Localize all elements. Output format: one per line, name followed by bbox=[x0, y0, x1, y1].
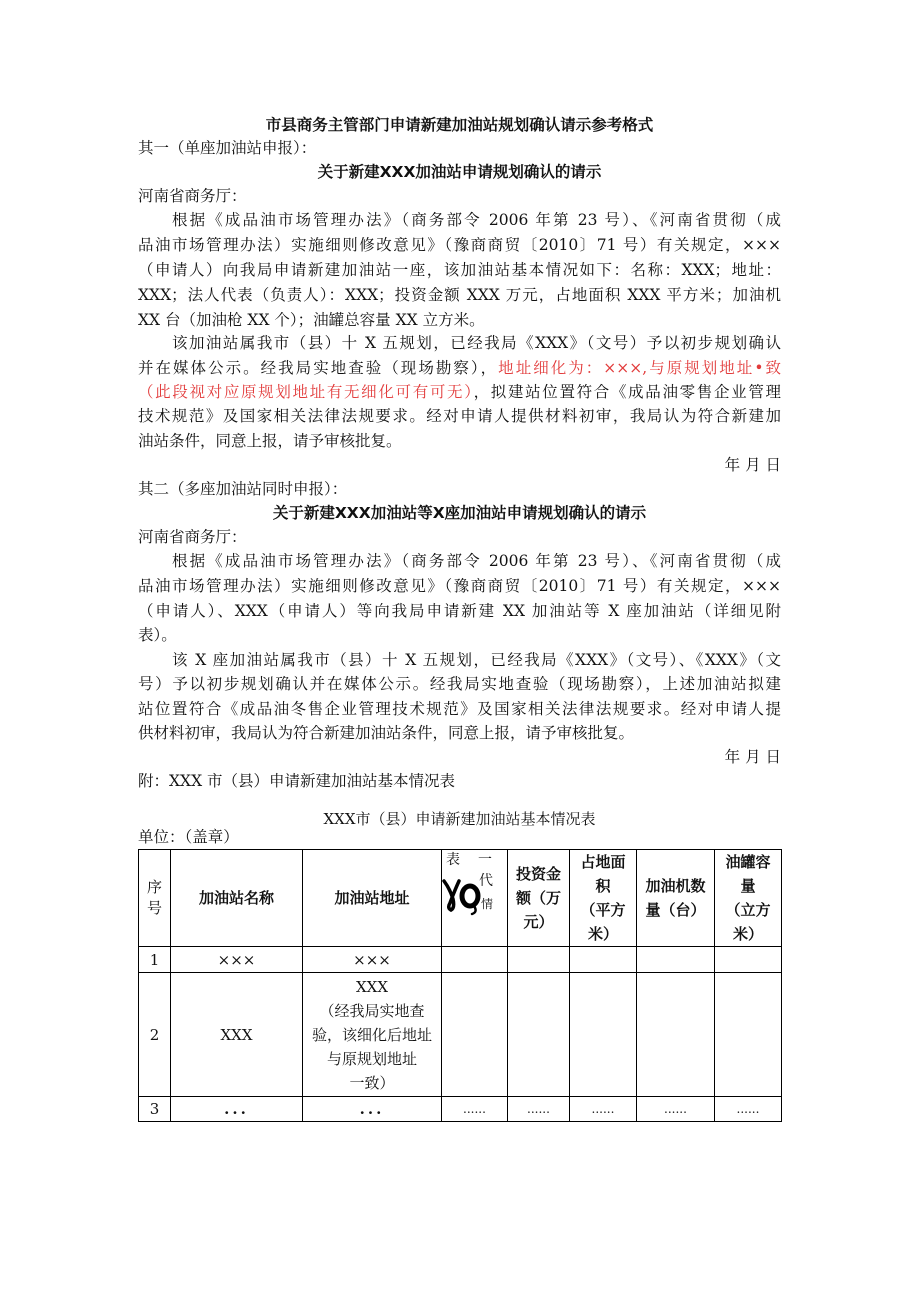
letter-1-date: 年 月 日 bbox=[724, 456, 781, 474]
paragraph-text: 并在媒体公示。经我局实地查验（现场勘察）， bbox=[138, 359, 499, 377]
cell-index: 1 bbox=[139, 947, 171, 973]
letter-1-subject: 关于新建XXX加油站申请规划确认的请示 bbox=[317, 163, 602, 181]
table-row bbox=[139, 947, 782, 973]
table-title: XXX市（县）申请新建加油站基本情况表 bbox=[323, 810, 596, 828]
cell-dispensers bbox=[637, 947, 715, 973]
attachment-note: 附：XXX 市（县）申请新建加油站基本情况表 bbox=[138, 772, 456, 790]
red-optional-note: （此段视对应原规划地址有无细化可有可无） bbox=[138, 383, 474, 401]
cell-station-address: ... bbox=[303, 1097, 442, 1122]
header-tank-line: 量 bbox=[740, 877, 756, 895]
header-investment-line: 投资金 bbox=[515, 865, 561, 883]
letter-2-date: 年 月 日 bbox=[724, 748, 781, 766]
cell-legal-rep bbox=[442, 973, 508, 1097]
red-address-note: 地址细化为：×××,与原规划地址•致 bbox=[498, 359, 781, 377]
header-tank-line: （立方 bbox=[725, 901, 771, 919]
cell-investment bbox=[508, 973, 570, 1097]
letter-2-salutation: 河南省商务厅： bbox=[138, 528, 247, 546]
cell-index: 3 bbox=[139, 1097, 171, 1122]
letter-1-paragraph-2-line bbox=[138, 356, 781, 380]
letter-2-paragraph-2-line: 该 X 座加油站属我市（县）十 X 五规划，已经我局《XXX》（文号）、《XXX》（文 bbox=[172, 651, 781, 669]
table-row bbox=[139, 1097, 782, 1122]
header-index bbox=[139, 850, 171, 947]
cell-station-name: XXX bbox=[171, 973, 303, 1097]
address-line: 一致） bbox=[349, 1073, 395, 1092]
cell-area bbox=[570, 973, 637, 1097]
header-legal-rep-char: 表 bbox=[446, 852, 460, 868]
document-title: 市县商务主管部门申请新建加油站规划确认请示参考格式 bbox=[265, 116, 654, 134]
letter-1-paragraph-1-line: 品油市场管理办法）实施细则修改意见》（豫商商贸〔2010〕71 号）有关规定，××× bbox=[138, 236, 781, 254]
letter-2-paragraph-1-line: 品油市场管理办法）实施细则修改意见》（豫商商贸〔2010〕71 号）有关规定，××× bbox=[138, 577, 781, 595]
header-tank-capacity bbox=[715, 850, 782, 947]
letter-1-paragraph-2-line: 该加油站属我市（县）十 X 五规划，已经我局《XXX》（文号）予以初步规划确认 bbox=[172, 334, 781, 352]
cell-station-address: ××× bbox=[303, 947, 442, 973]
header-legal-rep bbox=[442, 850, 508, 947]
table-row bbox=[139, 973, 782, 1097]
cell-dispensers bbox=[637, 973, 715, 1097]
header-investment-line: 元） bbox=[523, 913, 554, 931]
header-legal-rep-char: 一 bbox=[478, 852, 492, 868]
header-dispensers bbox=[637, 850, 715, 947]
header-legal-rep-char: 情 bbox=[481, 897, 494, 911]
address-line: 与原规划地址 bbox=[326, 1049, 417, 1068]
header-area-line: 占地面 bbox=[580, 853, 626, 871]
table-unit-label: 单位：（盖章） bbox=[138, 828, 239, 846]
cell-tank-capacity: ...... bbox=[715, 1097, 782, 1122]
letter-2-paragraph-2-line: 供材料初审，我局认为符合新建加油站条件，同意上报，请予审核批复。 bbox=[138, 724, 635, 742]
letter-1-paragraph-1-line: XX 台（加油枪 XX 个）；油罐总容量 XX 立方米。 bbox=[138, 311, 485, 329]
cell-legal-rep bbox=[442, 947, 508, 973]
header-area-line: 积 bbox=[595, 877, 611, 895]
letter-2-paragraph-1-line: 根据《成品油市场管理办法》（商务部令 2006 年第 23 号）、《河南省贯彻（成 bbox=[172, 552, 781, 570]
header-area bbox=[570, 850, 637, 947]
header-station-address: 加油站地址 bbox=[303, 850, 442, 947]
letter-1-paragraph-2-line: 油站条件，同意上报，请予审核批复。 bbox=[138, 432, 402, 450]
header-tank-line: 米） bbox=[732, 925, 763, 943]
cell-station-address bbox=[303, 973, 442, 1097]
header-investment bbox=[508, 850, 570, 947]
cell-station-name: ... bbox=[171, 1097, 303, 1122]
cell-area: ...... bbox=[570, 1097, 637, 1122]
station-info-table bbox=[138, 849, 782, 1122]
address-line: XXX bbox=[355, 977, 389, 996]
header-tank-line: 油罐容 bbox=[725, 853, 771, 871]
letter-1-paragraph-2-line bbox=[138, 380, 781, 404]
letter-2-subject: 关于新建XXX加油站等X座加油站申请规划确认的请示 bbox=[272, 504, 647, 522]
table-header-row bbox=[139, 850, 782, 947]
section-2-heading: 其二（多座加油站同时申报）： bbox=[138, 480, 348, 498]
header-index-line: 号 bbox=[146, 899, 162, 917]
cell-investment bbox=[508, 947, 570, 973]
letter-1-salutation: 河南省商务厅： bbox=[138, 187, 247, 205]
header-area-line: （平方 bbox=[580, 901, 626, 919]
cell-index: 2 bbox=[139, 973, 171, 1097]
paragraph-text: ，拟建站位置符合《成品油零售企业管理 bbox=[473, 383, 781, 401]
letter-1-paragraph-1-line: 根据《成品油市场管理办法》（商务部令 2006 年第 23 号）、《河南省贯彻（成 bbox=[172, 211, 781, 229]
address-line: 验，该细化后地址 bbox=[311, 1025, 432, 1044]
cell-area bbox=[570, 947, 637, 973]
letter-2-paragraph-1-line: 表）。 bbox=[138, 626, 177, 644]
cell-tank-capacity bbox=[715, 947, 782, 973]
letter-2-paragraph-2-line: 号）予以初步规划确认并在媒体公示。经我局实地查验（现场勘察），上述加油站拟建 bbox=[138, 675, 781, 693]
cell-investment: ...... bbox=[508, 1097, 570, 1122]
letter-1-paragraph-1-line: XXX；法人代表（负责人）：XXX；投资金额 XXX 万元，占地面积 XXX 平方米；加油机 bbox=[138, 286, 781, 304]
header-area-line: 米） bbox=[587, 925, 618, 943]
address-line: （经我局实地查 bbox=[319, 1001, 425, 1020]
garbled-glyph-icon bbox=[442, 877, 492, 917]
cell-legal-rep: ...... bbox=[442, 1097, 508, 1122]
section-1-heading: 其一（单座加油站申报）： bbox=[138, 139, 317, 157]
header-legal-rep-char: 代 bbox=[479, 873, 493, 889]
cell-station-name: ××× bbox=[171, 947, 303, 973]
letter-2-paragraph-2-line: 站位置符合《成品油冬售企业管理技术规范》及国家相关法律法规要求。经对申请人提 bbox=[138, 700, 781, 718]
header-dispensers-line: 量（台） bbox=[645, 901, 706, 919]
letter-1-paragraph-2-line: 技术规范》及国家相关法律法规要求。经对申请人提供材料初审，我局认为符合新建加 bbox=[138, 407, 781, 425]
header-index-line: 序 bbox=[146, 878, 162, 896]
header-dispensers-line: 加油机数 bbox=[645, 877, 706, 895]
cell-dispensers: ...... bbox=[637, 1097, 715, 1122]
cell-tank-capacity bbox=[715, 973, 782, 1097]
letter-1-paragraph-1-line: （申请人）向我局申请新建加油站一座，该加油站基本情况如下：名称：XXX；地址： bbox=[138, 261, 781, 279]
letter-2-paragraph-1-line: （申请人）、XXX（申请人）等向我局申请新建 XX 加油站等 X 座加油站（详细见附 bbox=[138, 602, 781, 620]
header-investment-line: 额（万 bbox=[515, 889, 561, 907]
header-station-name: 加油站名称 bbox=[171, 850, 303, 947]
